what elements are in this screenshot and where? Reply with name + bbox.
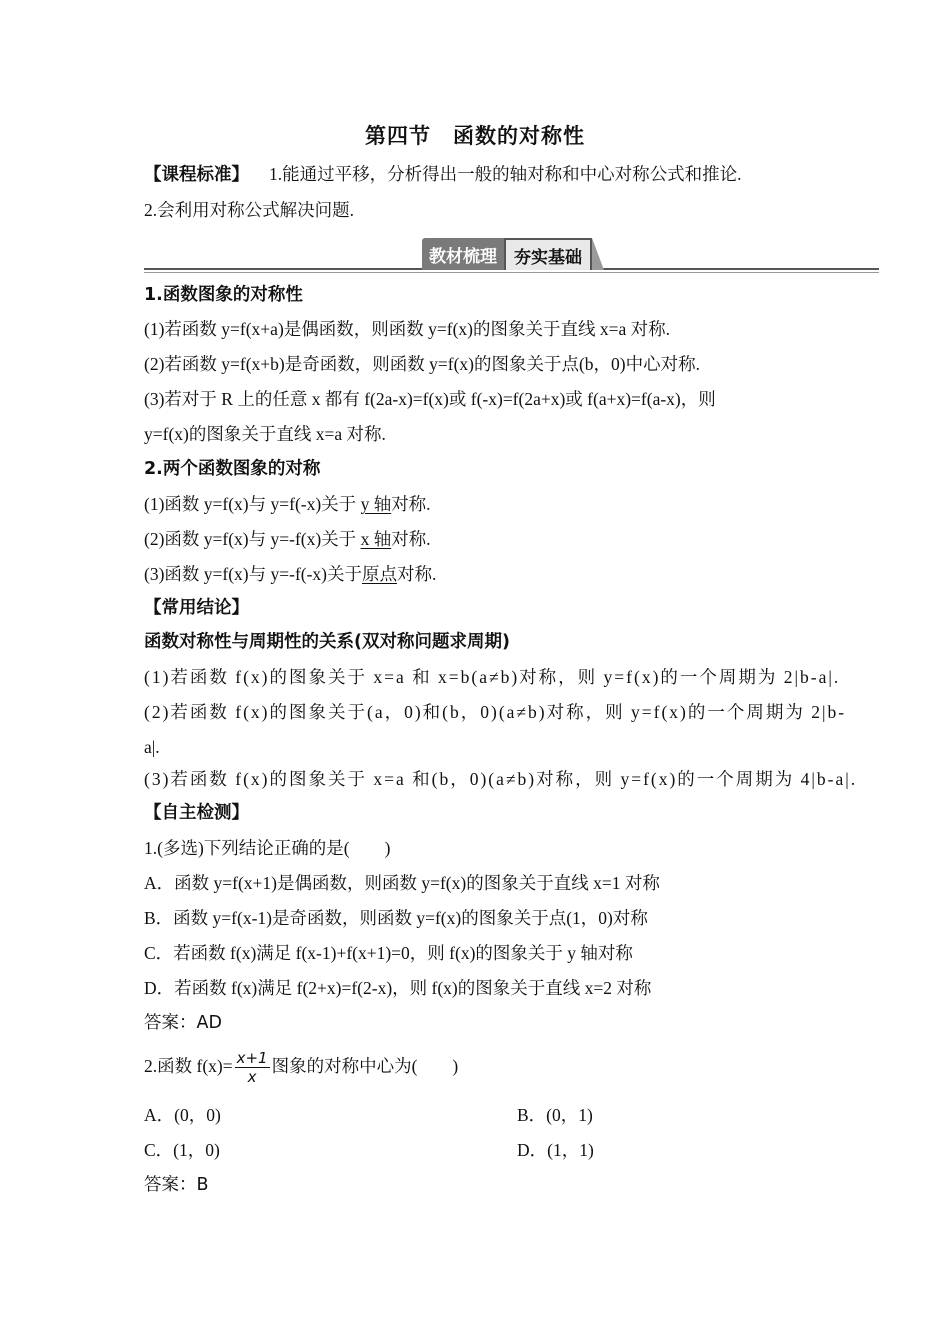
q2-stem: [144, 1046, 458, 1086]
section2-p2-post: 对称.: [391, 529, 431, 549]
section1-p2: (2)若函数 y=f(x+b)是奇函数，则函数 y=f(x)的图象关于点(b，0)中心对称.: [144, 354, 701, 374]
q1-answer: 答案：AD: [144, 1013, 222, 1033]
section2-p3: [144, 562, 436, 586]
common-p2-line1: (2)若函数 f(x)的图象关于(a，0)和(b，0)(a≠b)对称，则 y=f(x)的一个周期为 2|b-: [144, 702, 847, 722]
course-standard-line1: [144, 162, 742, 187]
section2-p2: [144, 527, 431, 551]
section2-p3-blank: 原点: [362, 564, 398, 584]
banner-left-label: 教材梳理: [422, 238, 504, 270]
banner-right-label: 夯实基础: [504, 238, 592, 270]
q1-option-a: A．函数 y=f(x+1)是偶函数，则函数 y=f(x)的图象关于直线 x=1 对称: [144, 873, 660, 893]
q2-stem-post: 图象的对称中心为( ): [271, 1056, 459, 1076]
section2-heading: 2.两个函数图象的对称: [144, 459, 321, 479]
page-title: 第四节 函数的对称性: [365, 124, 585, 148]
course-standard-item2: 2.会利用对称公式解决问题.: [144, 200, 354, 220]
q1-option-b: B．函数 y=f(x-1)是奇函数，则函数 y=f(x)的图象关于点(1，0)对称: [144, 908, 648, 928]
common-p1: (1)若函数 f(x)的图象关于 x=a 和 x=b(a≠b)对称，则 y=f(x)的一个周期为 2|b-a|.: [144, 667, 841, 687]
section2-p3-pre: (3)函数 y=f(x)与 y=-f(-x)关于: [144, 564, 363, 584]
common-p3: (3)若函数 f(x)的图象关于 x=a 和(b，0)(a≠b)对称，则 y=f(x)的一个周期为 4|b-a|.: [144, 769, 858, 789]
section2-p1-pre: (1)函数 y=f(x)与 y=f(-x)关于: [144, 494, 361, 514]
q2-option-c: C．(1，0): [144, 1140, 220, 1160]
section2-p1: [144, 492, 431, 516]
section1-p1: (1)若函数 y=f(x+a)是偶函数，则函数 y=f(x)的图象关于直线 x=a 对称.: [144, 319, 671, 339]
common-conclusion-heading: 函数对称性与周期性的关系(双对称问题求周期): [144, 632, 510, 652]
common-p2-line2: a|.: [144, 737, 160, 757]
q2-stem-pre: 2.函数 f(x)=: [144, 1056, 233, 1076]
q2-option-b: B．(0，1): [517, 1105, 593, 1125]
q2-option-d: D．(1，1): [517, 1140, 594, 1160]
q2-fraction-numerator: x+1: [236, 1049, 268, 1068]
section2-p1-post: 对称.: [391, 494, 431, 514]
course-standard-label: 【课程标准】: [144, 165, 249, 185]
q2-answer: 答案：B: [144, 1175, 209, 1195]
course-standard-item1: 1.能通过平移，分析得出一般的轴对称和中心对称公式和推论.: [269, 164, 742, 184]
q2-fraction-denominator: x: [247, 1068, 257, 1087]
section2-p2-blank: x 轴: [360, 529, 392, 549]
q1-option-d: D．若函数 f(x)满足 f(2+x)=f(2-x)，则 f(x)的图象关于直线 x=2 对称: [144, 978, 652, 998]
section-banner: [422, 238, 604, 270]
section2-p2-pre: (2)函数 y=f(x)与 y=-f(x)关于: [144, 529, 361, 549]
self-check-label: 【自主检测】: [144, 803, 249, 823]
q1-option-c: C．若函数 f(x)满足 f(x-1)+f(x+1)=0，则 f(x)的图象关于 y 轴对称: [144, 943, 633, 963]
section1-heading: 1.函数图象的对称性: [144, 285, 303, 305]
section2-p1-blank: y 轴: [360, 494, 392, 514]
banner-rule-thin: [144, 272, 879, 273]
q2-fraction: [235, 1049, 270, 1086]
common-conclusion-label: 【常用结论】: [144, 598, 249, 618]
q2-option-a: A．(0，0): [144, 1105, 221, 1125]
section1-p3-line1: (3)若对于 R 上的任意 x 都有 f(2a-x)=f(x)或 f(-x)=f(2a+x)或 f(a+x)=f(a-x)，则: [144, 389, 716, 409]
banner-tail-decoration: [592, 238, 604, 270]
section1-p3-line2: y=f(x)的图象关于直线 x=a 对称.: [144, 424, 386, 444]
section2-p3-post: 对称.: [397, 564, 437, 584]
q1-stem: 1.(多选)下列结论正确的是( ): [144, 838, 391, 858]
